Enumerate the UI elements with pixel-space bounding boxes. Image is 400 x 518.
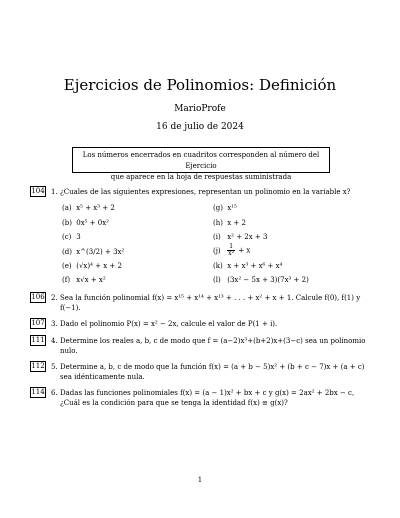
problem-line: f(−1). (60, 304, 81, 312)
fraction-denominator: x² (228, 250, 235, 257)
problem-number-4: 4. (51, 337, 58, 345)
author: MarioProfe (174, 104, 226, 114)
problem-box-6: 114 (31, 388, 45, 396)
option-f (62, 275, 106, 285)
option-label: (k) (213, 262, 223, 270)
option-e (62, 261, 122, 271)
problem-text-6 (60, 388, 378, 408)
problem-number-2: 2. (51, 294, 58, 302)
problem-line: Sea la función polinomial f(x) = x¹⁵ + x¹⁴ + x¹³ + . . . + x² + x + 1. Calcule f(0), f(1) y (60, 294, 361, 302)
option-label: (f) (62, 276, 71, 284)
option-label: (e) (62, 262, 72, 270)
problem-number-1: 1. (51, 188, 58, 196)
problem-box-1: 104 (31, 187, 45, 195)
option-h (213, 218, 246, 228)
option-a (62, 203, 115, 213)
option-label: (g) (213, 204, 223, 212)
problem-line: Dado el polinomio P(x) = x² − 2x, calcule el valor de P(1 + i). (60, 320, 278, 328)
notice-line-1: Los números encerrados en cuadritos corresponden al número del Ejercicio (82, 151, 320, 170)
option-expr: x^(3/2) + 3x² (76, 248, 125, 256)
option-label: (a) (62, 204, 72, 212)
problem-box-5: 112 (31, 362, 45, 370)
problem-number-5: 5. (51, 363, 58, 371)
problem-line: ¿Cuál es la condición para que se tenga la identidad f(x) ≡ g(x)? (60, 399, 288, 407)
option-label: (b) (62, 219, 72, 227)
problem-box-3: 107 (31, 319, 45, 327)
problem-text-2 (60, 293, 378, 313)
option-b (62, 218, 109, 228)
option-expr: x + 2 (227, 219, 246, 227)
option-g (213, 203, 237, 213)
problem-line: sea idénticamente nula. (60, 373, 145, 381)
problem-box-2: 106 (31, 293, 45, 301)
option-expr: (√x)⁴ + x + 2 (76, 262, 122, 270)
problem-text-3 (60, 319, 378, 329)
option-expr: x¹⁵ (227, 204, 237, 212)
option-expr: 3 (76, 233, 81, 241)
fraction (227, 244, 235, 257)
option-label: (d) (62, 248, 72, 256)
option-expr: x⁵ + x³ + 2 (76, 204, 115, 212)
date: 16 de julio de 2024 (156, 122, 244, 132)
fraction-numerator: 1 (229, 243, 234, 250)
option-label: (h) (213, 219, 223, 227)
problem-text-1: ¿Cuales de las siguientes expresiones, representan un polinomio en la variable x? (60, 188, 351, 196)
problem-number-3: 3. (51, 320, 58, 328)
option-k (213, 261, 282, 271)
option-expr: 0x⁵ + 0x² (76, 219, 109, 227)
notice-box (72, 147, 330, 181)
notice-line-2: que aparece en la hoja de respuestas suministrada (110, 173, 292, 181)
problem-number-6: 6. (51, 389, 58, 397)
page-number: 1 (197, 476, 203, 484)
option-c (62, 232, 81, 242)
problem-text-5 (60, 362, 378, 382)
option-d (62, 247, 124, 257)
option-i (213, 232, 267, 242)
problem-line: Determine a, b, c de modo que la función f(x) = (a + b − 5)x² + (b + c − 7)x + (a + c) (60, 363, 365, 371)
problem-line: Dadas las funciones polinomiales f(x) = (a − 1)x² + bx + c y g(x) = 2ax² + 2bx − c, (60, 389, 355, 397)
option-label: (l) (213, 276, 221, 284)
option-expr: + x (238, 246, 251, 255)
document-title: Ejercicios de Polinomios: Definición (63, 76, 337, 94)
problem-line: nulo. (60, 347, 78, 355)
option-label: (j) (213, 246, 221, 255)
option-expr: x² + 2x + 3 (227, 233, 268, 241)
option-label: (c) (62, 233, 72, 241)
problem-text-4 (60, 336, 378, 356)
option-expr: x + x³ + x⁶ + x⁴ (227, 262, 283, 270)
problem-line: Determine los reales a, b, c de modo que f = (a−2)x³+(b+2)x+(3−c) sea un polinomio (60, 337, 366, 345)
option-expr: x√x + x² (76, 276, 106, 284)
option-label: (i) (213, 233, 221, 241)
problem-box-4: 111 (31, 336, 45, 344)
option-l (213, 275, 309, 285)
option-j (213, 244, 250, 257)
option-expr: (3x² − 5x + 3)(7x³ + 2) (227, 276, 309, 284)
